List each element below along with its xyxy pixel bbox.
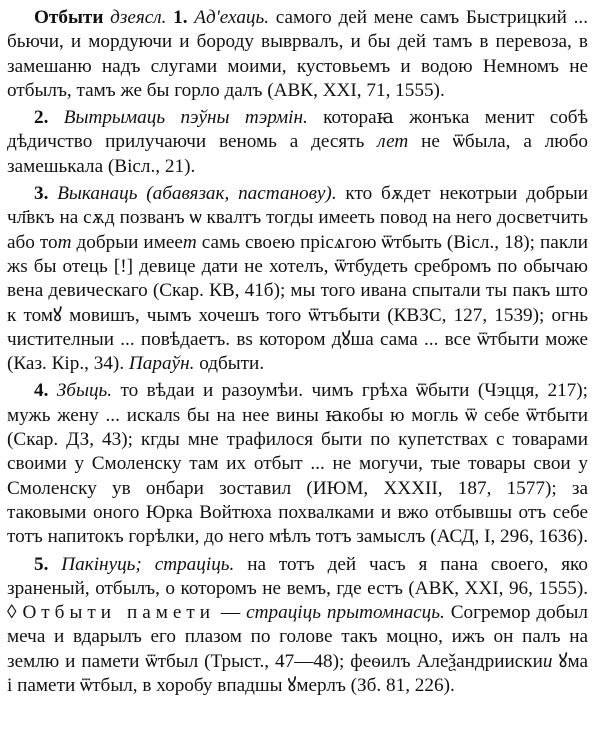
body-text: котораꙗ жонъка менит собѣ дѣдичство прилучаючи веномь а десять <box>7 107 588 153</box>
italic-text: дзеясл. <box>110 7 167 28</box>
body-text: ꙋма і памети ѿтбыл, в хоробу впадшы ꙋмерлъ (Зб. 81, 226). <box>7 650 588 697</box>
body-text <box>48 107 63 128</box>
body-text: кто бѫдет некотрыи добрыи чл҃вкъ на сѫд позванъ ѡ квалтъ тогды имееть повод на него досветчить або то <box>7 183 588 253</box>
body-text: Согремор добыл меча и вдарылъ его плазом по голове такъ моцно, ижъ он палъ на землю и памети ѿтбыл (Трыст., 47—48); феѳилъ Алеѯандрииски <box>7 602 589 672</box>
italic-text: Ад'ехаць. <box>194 7 270 28</box>
italic-text: Параўн. <box>128 353 195 375</box>
bold-text: 4. <box>34 380 49 402</box>
italic-text: страціць прытомнасць. <box>246 602 445 624</box>
body-text: не ѿбыла, а любо замешькала (Вісл., 21). <box>7 131 588 177</box>
body-text: одбыти. <box>194 353 265 375</box>
body-text: на тотъ дей часъ я пана своего, яко зраненый, отбылъ, о которомъ не вемъ, где естъ (АВК, XXI, 96, 1555). ◊ <box>7 553 589 624</box>
italic-text: Вытрымаць пэўны тэрмін. <box>63 107 308 129</box>
italic-text: т <box>182 231 197 253</box>
italic-text: лет <box>377 131 409 153</box>
entry-paragraph <box>7 106 588 179</box>
italic-text: Пакінуць; страціць. <box>61 553 235 575</box>
bold-text: 5. <box>34 553 49 575</box>
bold-text: 2. <box>34 107 49 129</box>
body-text <box>48 554 61 575</box>
body-text: добрыи имее <box>71 231 183 253</box>
body-text <box>48 183 57 204</box>
entry-paragraph <box>7 553 588 699</box>
entry-paragraph <box>7 182 588 376</box>
body-text: — <box>215 602 247 624</box>
body-text: самь своею прісѧгою ѿтбыть (Вісл., 18); пакли жѕ бы отець [!] девице дати не хотелъ, ѿтбудеть сребромъ по обычаю вена девическаго (Скар. КВ, 41б); мы того ивана спытали ты пакъ што к томꙋ мовишъ, чымъ хочешъ того ѿтъбыти (КВЗС, 127, 1539); огнь чистителныи ... повѣдаетъ. вѕ котором дꙋша сама ... все ѿтбыти може (Каз. Кір., 34). <box>7 231 588 375</box>
entry-paragraph <box>7 379 588 549</box>
bold-text: 3. <box>34 183 49 205</box>
body-text: то вѣдаи и разоумѣи. чимъ грѣха ѿбыти (Чэцця, 217); мужь жену ... искалѕ бы на нее вины ꙗкобы ю могль ѿ себе ѿтбыти (Скар. ДЗ, 43); кгды мне трафилося быти по купетствах с товарами своими у Смоленску там их отбыт ... не могучи, тые товары свои у Смоленску ув онбари зоставил (ИЮМ, XXXII, 187, 1577); за таковыми оного Юрка Войтюха похвалками и вжо отбывшы отъ себе тотъ напитокъ горѣлки, до него мѣлъ тотъ замыслъ (АСД, I, 296, 1636). <box>7 380 588 548</box>
body-text <box>48 380 56 401</box>
italic-text: Выканаць (абавязак, пастанову). <box>57 183 337 205</box>
italic-text: и <box>542 650 553 672</box>
bold-text: Отбыти <box>34 7 104 28</box>
body-text: самого дей мене самъ Быстрицкий ... бьючи, и мордуючи и бороду выврвалъ, и бы дей тамъ в перевоза, в замешаню надъ слугами моими, кустовьемъ и водою Немномъ не отбылъ, тамъ же бы горло далъ (АВК, XXI, 71, 1555). <box>7 7 589 101</box>
entry-paragraph <box>7 6 588 103</box>
spaced-phrase: Отбыти памети <box>22 602 216 624</box>
italic-text: Збыць. <box>56 380 113 402</box>
italic-text: т <box>57 231 72 253</box>
bold-text: 1. <box>173 7 188 28</box>
